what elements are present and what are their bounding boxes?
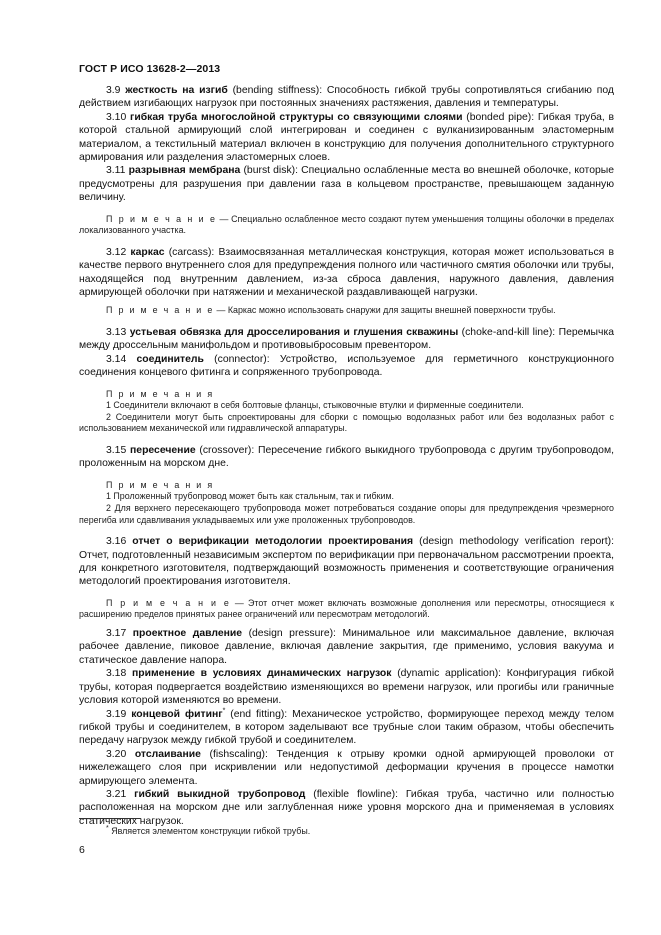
term: концевой фитинг [131, 708, 223, 720]
note-label: П р и м е ч а н и е [106, 597, 231, 608]
document-body [79, 84, 614, 828]
note-item: 2 Соединители могут быть спроектированы для сборки с помощью водолазных работ или без водолазных работ с использованием механической или гидравлической аппаратуры. [79, 411, 614, 434]
clause-number: 3.20 [106, 748, 127, 760]
definition-text: (end fitting): Механическое устройство, формирующее переход между телом гибкой трубы и соединителем, в котором заделывают все трубные слои таким образом, чтобы обеспечить передачу нагрузок между гибкой трубой и соединителем. [79, 708, 614, 747]
footnote [106, 823, 310, 837]
footnote-mark: * [106, 825, 109, 832]
definition-text: (crossover): Пересечение гибкого выкидного трубопровода с другим трубопроводом, проложенным на морском дне. [79, 445, 614, 470]
clause-number: 3.15 [106, 445, 127, 457]
clause-number: 3.12 [106, 246, 127, 258]
notes-3-14 [79, 389, 614, 435]
definition-text: (bonded pipe): Гибкая труба, в которой стальной армирующий слой интегрирован и соединен с вулканизированным эластомерным материалом, а текстильный материал включен в конструкцию для получения дополнительного структурного армирования или разделения эластомерных слоев. [79, 111, 615, 164]
footnote-divider [79, 818, 141, 819]
note-item: 1 Соединители включают в себя болтовые фланцы, стыковочные втулки и фирменные соединители. [106, 400, 524, 411]
definition-text: (flexible flowline): Гибкая труба, частично или полностью расположенная на морском дне или заглубленная ниже уровня морского дна и применяемая в условиях статических нагрузок. [79, 788, 614, 827]
notes-label: П р и м е ч а н и я [106, 388, 214, 399]
note-text: — Каркас можно использовать снаружи для защиты внешней поверхности трубы. [214, 305, 556, 316]
clause-number: 3.21 [106, 788, 127, 800]
clause-number: 3.10 [106, 111, 127, 123]
notes-label: П р и м е ч а н и я [106, 479, 214, 490]
definition-3-18 [79, 667, 614, 707]
footnote-text: Является элементом конструкции гибкой трубы. [108, 825, 311, 836]
clause-number: 3.17 [106, 628, 127, 640]
term: соединитель [136, 353, 204, 365]
note-3-16 [79, 598, 614, 621]
definition-3-10 [79, 111, 614, 165]
definition-3-15 [79, 444, 614, 471]
term: разрывная мембрана [128, 165, 241, 177]
clause-number: 3.16 [106, 536, 127, 548]
footnote-mark: * [222, 707, 226, 715]
note-text: — Этот отчет может включать возможные дополнения или пересмотры, относящиеся к расширению пределов принятых ранее ограничений или пересмотрам методологий. [79, 597, 614, 620]
definition-text: (connector): Устройство, используемое для герметичного конструкционного соединения концевого фитинга и сопряженного трубопровода. [79, 353, 614, 379]
note-label: П р и м е ч а н и е [106, 305, 215, 316]
definition-text: (design methodology verification report): Отчет, подготовленный независимым экспертом по верификации при первоначальном рассмотрении проекта, для конкретного изготовителя, подтверждающий возможность применения и соответствующие ограничения методологий проектирования изготовителя. [79, 536, 614, 588]
note-3-11 [79, 214, 614, 237]
note-text: — Специально ослабленное место создают путем уменьшения толщины оболочки в пределах локализованного участка. [79, 213, 614, 236]
definition-3-11 [79, 164, 614, 204]
definition-3-14 [79, 353, 614, 380]
term: жесткость на изгиб [125, 85, 228, 96]
term: применение в условиях динамических нагрузок [131, 668, 392, 680]
clause-number: 3.14 [106, 353, 127, 365]
document-header: ГОСТ Р ИСО 13628-2—2013 [79, 63, 221, 75]
clause-number: 3.9 [106, 85, 121, 96]
notes-3-15 [79, 480, 614, 526]
note-3-12 [79, 305, 614, 317]
term: проектное давление [132, 628, 243, 640]
definition-text: (carcass): Взаимосвязанная металлическая конструкция, которая может использоваться в качестве первого внутреннего слоя для предупреждения полного или частичного смятия оболочки или трубы, находящейся под внутренним давлением, из-за сброса давления, наружного давления, давления армирующей оболочки при натяжении и механической раздавливающей нагрузки. [79, 246, 615, 299]
note-label: П р и м е ч а н и е [106, 213, 217, 224]
term: гибкий выкидной трубопровод [134, 788, 306, 800]
clause-number: 3.11 [106, 165, 126, 177]
definition-text: (bending stiffness): Способность гибкой трубы сопротивляться сгибанию под действием изгибающих нагрузок при постоянных значениях растяжения, давления и температуры. [79, 85, 614, 110]
term: устьевая обвязка для дросселирования и глушения скважины [129, 327, 459, 339]
note-item: 2 Для верхнего пересекающего трубопровода может потребоваться создание опоры для предупреждения чрезмерного перегиба или сдавливания укладываемых или уже проложенных трубопроводов. [79, 503, 614, 525]
definition-3-19 [79, 708, 614, 748]
definition-3-16 [79, 535, 614, 589]
definition-3-9 [79, 84, 614, 111]
clause-number: 3.18 [106, 668, 127, 680]
term: отслаивание [134, 748, 201, 760]
definition-text: (burst disk): Специально ослабленные места во внешней оболочке, которые предусмотрены для разрушения при давлении газа в кольцевом пространстве, превышающем заданную величину. [79, 165, 614, 204]
definition-text: (choke-and-kill line): Перемычка между дроссельным манифольдом и противовыбросовым превентором. [79, 327, 614, 352]
term: гибкая труба многослойной структуры со связующими слоями [130, 111, 463, 123]
page-number: 6 [79, 844, 85, 856]
definition-3-12 [79, 246, 614, 300]
definition-3-20 [79, 748, 614, 788]
clause-number: 3.19 [106, 708, 127, 720]
definition-text: (dynamic application): Конфигурация гибкой трубы, которая подвергается воздействию изменяющихся во времени нагрузок, или прогибы или граничные условия которой изменяются во времени. [79, 668, 615, 707]
definition-3-17 [79, 627, 614, 667]
definition-text: (design pressure): Минимальное или максимальное давление, включая рабочее давление, пиковое давление, включая давление закрытия, где применимо, условия вакуума и статическое давление напора. [79, 628, 615, 666]
term: каркас [130, 246, 165, 258]
clause-number: 3.13 [106, 327, 127, 339]
term: отчет о верификации методологии проектирования [132, 536, 414, 548]
note-item: 1 Проложенный трубопровод может быть как стальным, так и гибким. [106, 491, 395, 502]
definition-3-13 [79, 326, 614, 353]
term: пересечение [130, 445, 196, 457]
definition-text: (fishscaling): Тенденция к отрыву кромки одной армирующей проволоки от нижележащего слоя при искривлении или недопустимой деформации кручения в процессе намотки армирующего элемента. [79, 748, 614, 787]
